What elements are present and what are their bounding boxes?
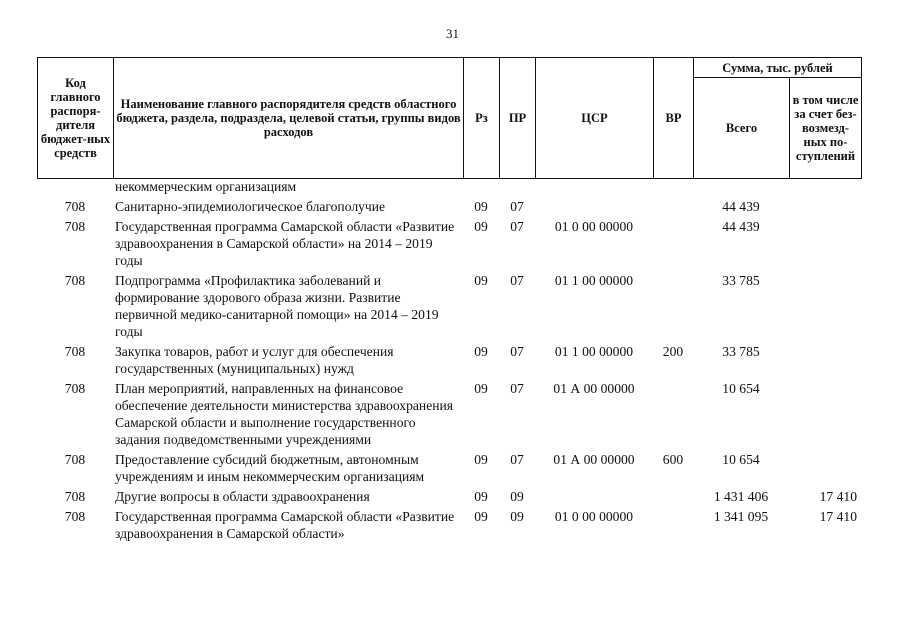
row-rz: 09 [474,199,488,214]
row-name: Предоставление субсидий бюджетным, автономным учреждениям и иным некоммерческим организациям [115,452,425,484]
row-csr: 01 0 00 00000 [554,509,634,524]
table-row [37,448,861,485]
row-code: 708 [64,452,86,467]
table-row [37,215,861,269]
row-name: Санитарно-эпидемиологическое благополучие [115,199,386,214]
row-total: 33 785 [722,273,760,288]
row-total: 1 431 406 [713,489,769,504]
row-code: 708 [64,219,86,234]
row-rz: 09 [474,452,488,467]
table-header [37,57,862,179]
header-name: Наименование главного распорядителя средств областного бюджета, раздела, подраздела, целевой статьи, группы видов расходов [114,58,464,179]
table-row [37,195,861,215]
row-name: Закупка товаров, работ и услуг для обеспечения государственных (муниципальных) нужд [115,344,394,376]
row-csr: 01 1 00 00000 [554,344,634,359]
row-pr: 09 [510,509,524,524]
table-row [37,485,861,505]
row-total: 1 341 095 [713,509,769,524]
row-code: 708 [64,199,86,214]
row-total: 33 785 [722,344,760,359]
row-free [789,195,861,215]
table-row [37,377,861,448]
row-code: 708 [64,273,86,288]
row-vr [653,195,693,215]
page-number: 31 [446,26,459,41]
row-free [789,448,861,485]
row-csr: 01 А 00 00000 [553,452,635,467]
row-name: План мероприятий, направленных на финансовое обеспечение деятельности министерства здравоохранения Самарской области и выполнение государственного задания подведомственными учреждениями [115,381,454,447]
row-pr: 07 [510,199,524,214]
row-free: 17 410 [819,489,857,504]
header-rz: Рз [464,58,500,179]
row-vr [653,505,693,542]
row-pr: 07 [510,273,524,288]
budget-table [37,178,861,542]
row-pr: 07 [510,344,524,359]
row-vr: 200 [662,344,684,359]
continuation-text: некоммерческим организациям [115,179,297,194]
row-rz: 09 [474,489,488,504]
row-free: 17 410 [819,509,857,524]
row-free [789,340,861,377]
row-pr: 07 [510,452,524,467]
row-free [789,269,861,340]
row-code: 708 [64,381,86,396]
row-rz: 09 [474,344,488,359]
row-vr [653,215,693,269]
row-name: Государственная программа Самарской области «Развитие здравоохранения в Самарской области» на 2014 – 2019 годы [115,219,455,268]
row-vr [653,485,693,505]
row-code: 708 [64,344,86,359]
row-free [789,215,861,269]
row-rz: 09 [474,273,488,288]
row-csr [535,485,653,505]
row-rz: 09 [474,381,488,396]
row-rz: 09 [474,219,488,234]
table-row [37,340,861,377]
header-vr: ВР [654,58,694,179]
row-rz: 09 [474,509,488,524]
row-name: Государственная программа Самарской области «Развитие здравоохранения в Самарской области» [115,509,455,541]
header-sum: Сумма, тыс. рублей [694,58,862,78]
row-csr: 01 1 00 00000 [554,273,634,288]
row-total: 44 439 [722,219,760,234]
row-total: 10 654 [722,452,760,467]
row-csr [535,195,653,215]
row-name: Подпрограмма «Профилактика заболеваний и формирование здорового образа жизни. Развитие первичной медико-санитарной помощи» на 2014 – 2019 годы [115,273,439,339]
row-pr: 07 [510,381,524,396]
row-csr: 01 0 00 00000 [554,219,634,234]
row-csr: 01 А 00 00000 [553,381,635,396]
header-csr: ЦСР [536,58,654,179]
row-free [789,377,861,448]
row-code: 708 [64,509,86,524]
header-pr: ПР [500,58,536,179]
row-pr: 09 [510,489,524,504]
table-row [37,269,861,340]
row-vr: 600 [662,452,684,467]
header-free: в том числе за счет без-возмезд-ных по-ступлений [790,78,862,179]
row-vr [653,269,693,340]
row-pr: 07 [510,219,524,234]
row-name: Другие вопросы в области здравоохранения [115,489,370,504]
table-row [37,505,861,542]
header-total: Всего [694,78,790,179]
row-code: 708 [64,489,86,504]
row-total: 10 654 [722,381,760,396]
header-code: Код главного распоря-дителя бюджет-ных средств [38,58,114,179]
row-vr [653,377,693,448]
row-total: 44 439 [722,199,760,214]
